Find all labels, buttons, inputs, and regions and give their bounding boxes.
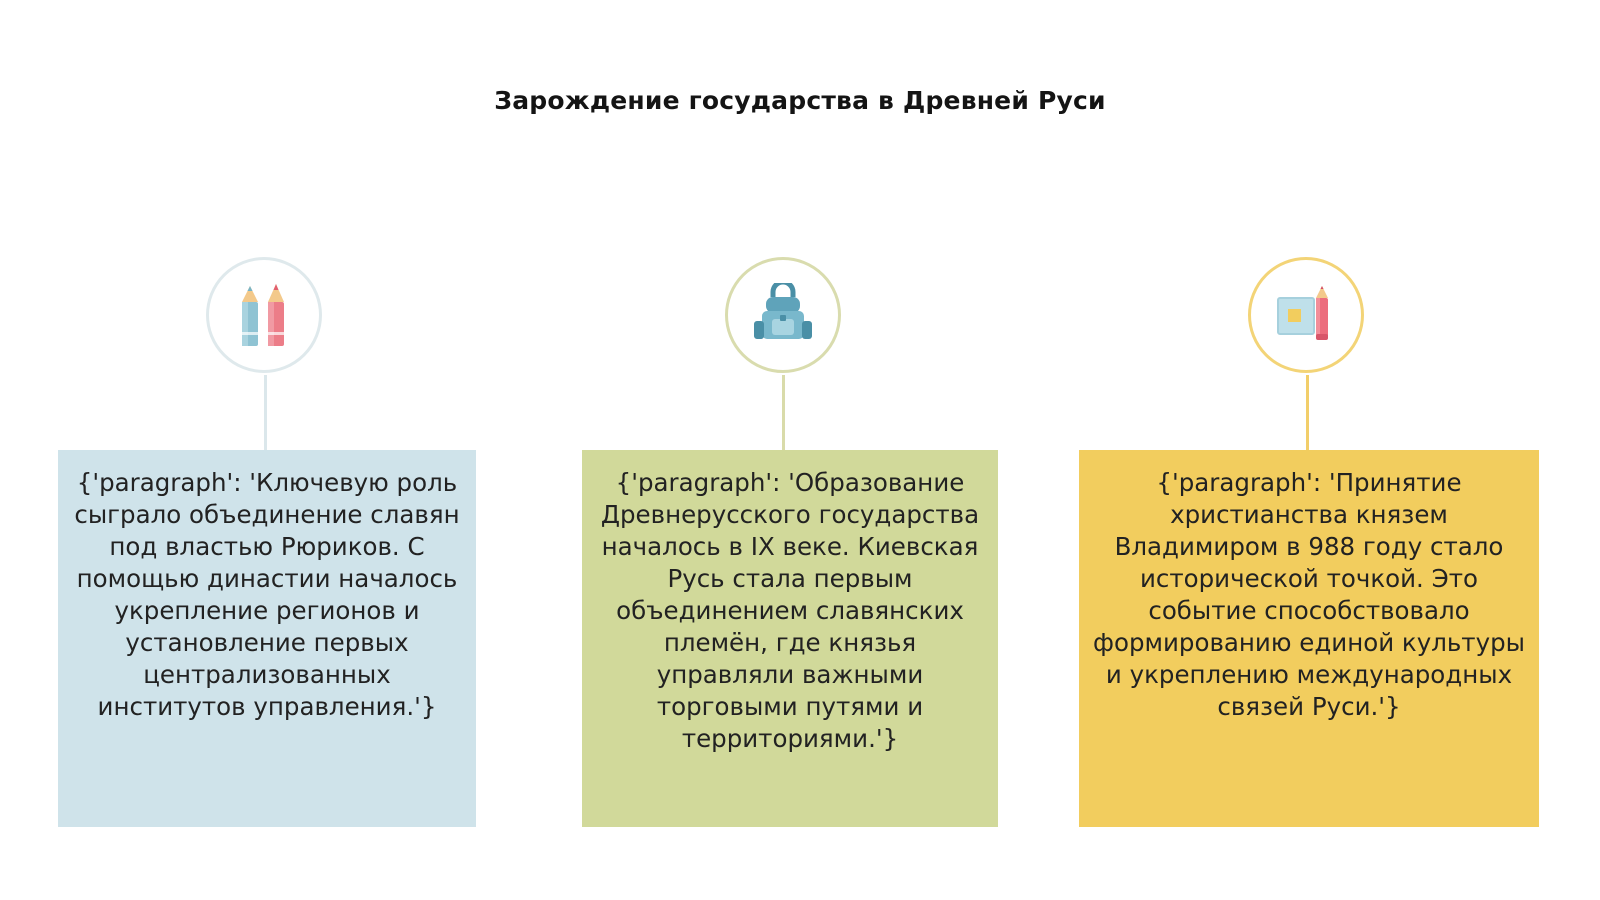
connector-line-1 — [264, 375, 267, 450]
card-3 — [1079, 450, 1539, 827]
backpack-icon — [752, 283, 814, 347]
card-2 — [582, 450, 998, 827]
icon-circle-3 — [1248, 257, 1364, 373]
connector-line-2 — [782, 375, 785, 450]
card-2-text: {'paragraph': 'Образование Древнерусского государства началось в IX веке. Киевская Русь стала первым объединением славянских племён, где князья управляли важными торговыми путями и территориями.'} — [600, 468, 980, 753]
pencils-icon — [234, 280, 294, 350]
card-1 — [58, 450, 476, 827]
connector-line-3 — [1306, 375, 1309, 450]
card-3-text: {'paragraph': 'Принятие христианства князем Владимиром в 988 году стало исторической точкой. Это событие способствовало формированию единой культуры и укреплению международных связей Руси.'} — [1093, 468, 1525, 721]
icon-circle-1 — [206, 257, 322, 373]
paper-and-pencil-icon — [1274, 284, 1338, 346]
icon-circle-2 — [725, 257, 841, 373]
card-1-text: {'paragraph': 'Ключевую роль сыграло объединение славян под властью Рюриков. С помощью династии началось укрепление регионов и установление первых централизованных институтов управления.'} — [74, 468, 460, 721]
diagram-title: Зарождение государства в Древней Руси — [494, 86, 1106, 115]
